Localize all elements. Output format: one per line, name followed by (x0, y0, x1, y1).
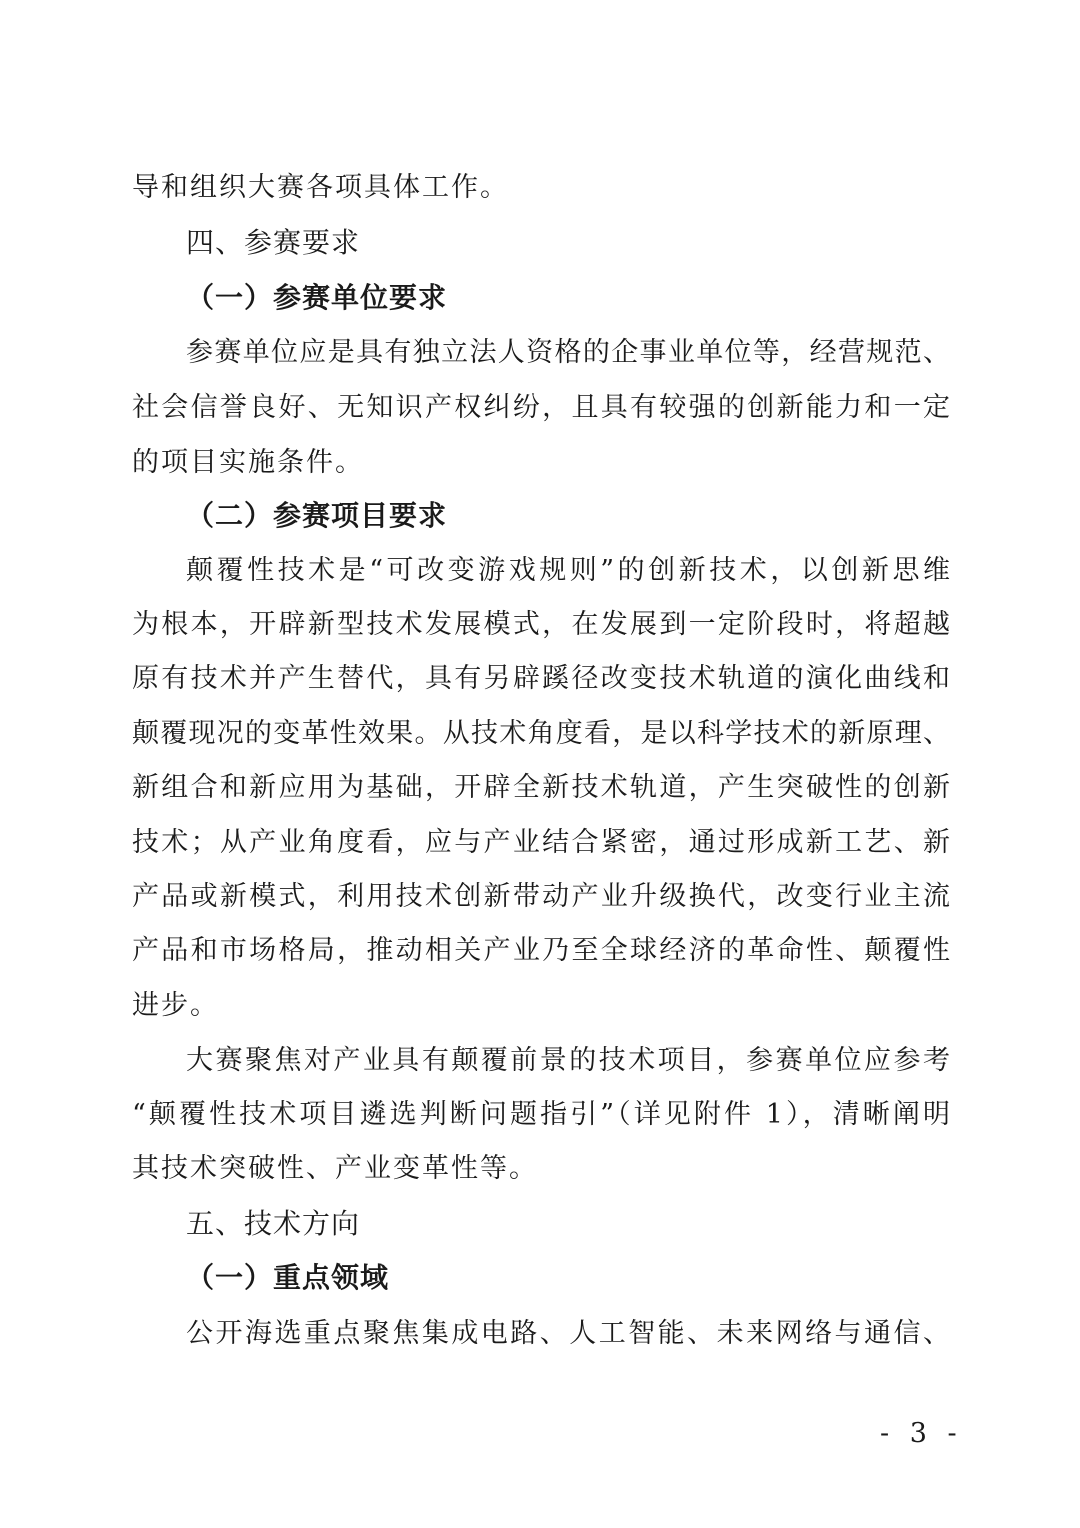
paragraph-line-9: 技术；从产业角度看，应与产业结合紧密，通过形成新工艺、新 (132, 827, 950, 858)
paragraph-line-4: 颠覆性技术是“可改变游戏规则”的创新技术，以创新思维 (186, 555, 950, 586)
section-heading-5: 五、技术方向 (186, 1207, 361, 1240)
section-heading-4: 四、参赛要求 (186, 226, 361, 259)
paragraph-line-0: 导和组织大赛各项具体工作。 (132, 172, 509, 203)
subsection-heading-5-1: （一）重点领域 (186, 1261, 390, 1294)
subsection-heading-4-2: （二）参赛项目要求 (186, 499, 448, 532)
paragraph-line-3: 的项目实施条件。 (132, 447, 364, 478)
paragraph-line-2: 社会信誉良好、无知识产权纠纷，且具有较强的创新能力和一定 (132, 392, 950, 423)
paragraph-line-15: 其技术突破性、产业变革性等。 (132, 1153, 538, 1184)
paragraph-line-1: 参赛单位应是具有独立法人资格的企事业单位等，经营规范、 (186, 337, 950, 368)
paragraph-line-12: 进步。 (132, 990, 219, 1021)
subsection-heading-4-1: （一）参赛单位要求 (186, 281, 448, 314)
paragraph-line-8: 新组合和新应用为基础，开辟全新技术轨道，产生突破性的创新 (132, 772, 950, 803)
paragraph-line-14: “颠覆性技术项目遴选判断问题指引”（详见附件 1），清晰阐明 (132, 1099, 950, 1130)
page-number: - 3 - (880, 1418, 963, 1449)
paragraph-line-5: 为根本，开辟新型技术发展模式，在发展到一定阶段时，将超越 (132, 609, 950, 640)
paragraph-line-6: 原有技术并产生替代，具有另辟蹊径改变技术轨道的演化曲线和 (132, 663, 950, 694)
paragraph-line-13: 大赛聚焦对产业具有颠覆前景的技术项目，参赛单位应参考 (186, 1045, 950, 1076)
paragraph-line-10: 产品或新模式，利用技术创新带动产业升级换代，改变行业主流 (132, 881, 950, 912)
paragraph-line-7: 颠覆现况的变革性效果。从技术角度看，是以科学技术的新原理、 (132, 718, 950, 749)
paragraph-line-11: 产品和市场格局，推动相关产业乃至全球经济的革命性、颠覆性 (132, 935, 950, 966)
paragraph-line-16: 公开海选重点聚焦集成电路、人工智能、未来网络与通信、 (186, 1318, 950, 1349)
